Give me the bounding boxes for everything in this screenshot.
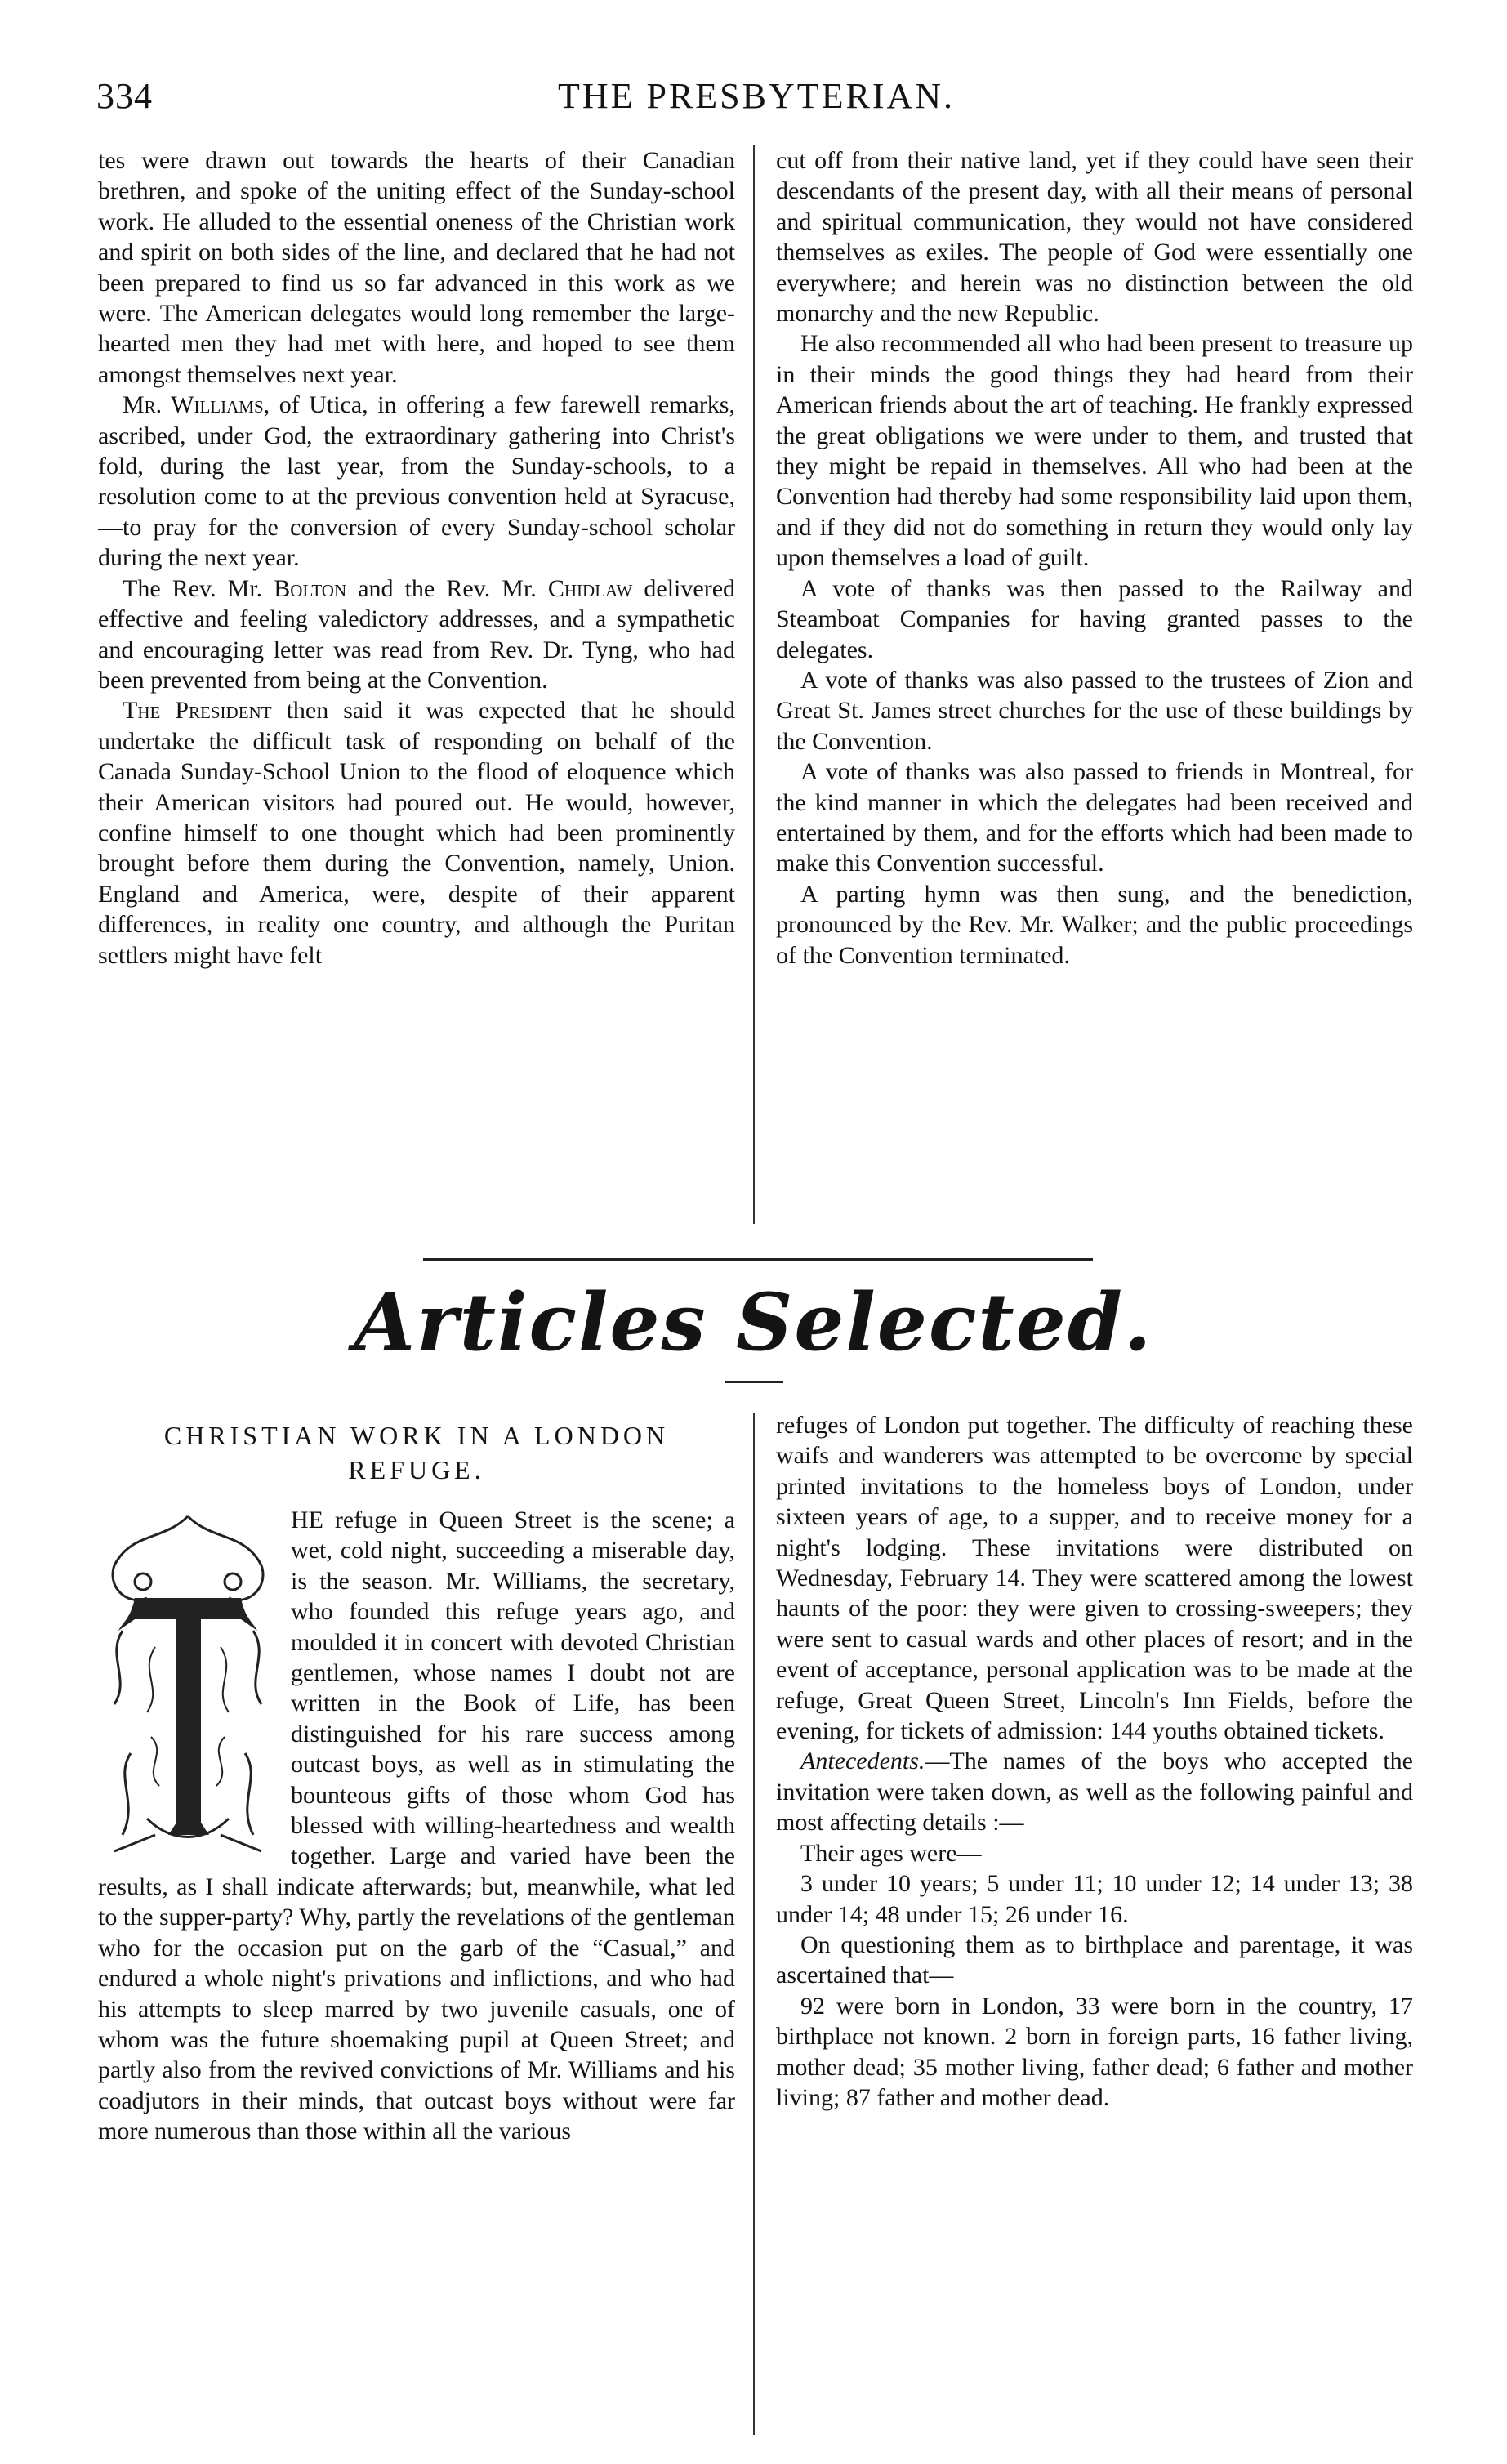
paragraph: A vote of thanks was also passed to friends in Montreal, for the kind manner in which the delegates had been received and entertained by them, and for the efforts which had been made to make this Convention successful. — [776, 758, 1413, 877]
paragraph: A parting hymn was then sung, and the benediction, pronounced by the Rev. Mr. Walker; and the public proceedings of the Convention terminated. — [776, 880, 1413, 969]
paragraph: 92 were born in London, 33 were born in the country, 17 birthplace not known. 2 born in foreign parts, 16 father living, mother dead; 35 mother living, father dead; 6 father and mother living; 87 father and mother dead. — [776, 1992, 1413, 2111]
paragraph-text: then said it was expected that he should undertake the difficult task of responding on behalf of the Canada Sunday-School Union to the flood of eloquence which their American visitors had poured out. He would, however, confine himself to one thought which had been prominently brought before them during the Convention, namely, Union. England and America, were, despite of their apparent differences, in reality one country, and although the Puritan settlers might have felt — [98, 697, 735, 969]
paragraph — [776, 1746, 1413, 1837]
paragraph-text: delivered effective and feeling valedictory addresses, and a sympathetic and encouraging letter was read from Rev. Dr. Tyng, who had been prevented from being at the Convention. — [98, 574, 735, 694]
paragraph-text: The Rev. Mr. — [123, 574, 274, 602]
section-title: Articles Selected. — [354, 1276, 1153, 1368]
speaker-name: Chidlaw — [547, 574, 633, 602]
paragraph: 3 under 10 years; 5 under 11; 10 under 12; 14 under 13; 38 under 14; 48 under 15; 26 under 16. — [776, 1870, 1413, 1928]
paragraph-text: of Utica, in offering a few farewell remarks, ascribed, under God, the extraordinary gathering into Christ's fold, during the last year, from the Sunday-schools, to a resolution come to at the previous convention held at Syracuse,—to pray for the conversion of every Sunday-school scholar during the next year. — [98, 391, 735, 572]
dropcap-ornament-icon — [98, 1508, 278, 1859]
paragraph — [98, 390, 735, 573]
ornamental-dropcap — [98, 1508, 278, 1859]
paragraph — [98, 695, 735, 971]
journal-title: THE PRESBYTERIAN. — [557, 76, 956, 116]
paragraph-text: —The names of the boys who accepted the invitation were taken down, as well as the following painful and most affecting details :— — [776, 1748, 1413, 1837]
paragraph: A vote of thanks was then passed to the Railway and Steamboat Companies for having granted passes to the delegates. — [776, 574, 1413, 663]
column-top-left — [98, 145, 735, 1232]
speaker-name: The President — [123, 697, 272, 725]
paragraph: tes were drawn out towards the hearts of their Canadian brethren, and spoke of the uniting effect of the Sunday-school work. He alluded to the essential oneness of the Christian work and spirit on both sides of the line, and declared that he had not been prepared to find us so far advanced in this work as we were. The American delegates would long remember the large-hearted men they had met with here, and hoped to see them amongst themselves next year. — [98, 147, 735, 388]
paragraph: On questioning them as to birthplace and parentage, it was ascertained that— — [776, 1931, 1413, 1989]
paragraph: A vote of thanks was also passed to the trustees of Zion and Great St. James street churches for the use of these buildings by the Convention. — [776, 666, 1413, 755]
page-header — [96, 75, 1416, 124]
section-divider — [423, 1258, 1093, 1261]
paragraph-text: and the Rev. Mr. — [346, 574, 548, 602]
speaker-name: Bolton — [274, 574, 347, 602]
column-divider — [753, 145, 755, 1224]
speaker-name: Mr. Williams, — [123, 391, 270, 419]
paragraph: He also recommended all who had been present to treasure up in their minds the good things they had heard from their American friends about the art of teaching. He frankly expressed the great obligations we were under to them, and trusted that they might be repaid in themselves. All who had been at the Convention had thereby had some responsibility laid upon them, and if they did not do something in return they would only lay upon themselves a load of guilt. — [776, 330, 1413, 572]
title-underline — [725, 1381, 783, 1383]
subheading: Antecedents. — [800, 1748, 925, 1775]
page-number: 334 — [96, 76, 153, 116]
paragraph: cut off from their native land, yet if they could have seen their descendants of the present day, with all their means of personal and spiritual communication, they would not have considered themselves as exiles. The people of God were essentially one everywhere; and herein was no distinction between the old monarchy and the new Republic. — [776, 147, 1413, 328]
column-bottom-right — [776, 1410, 1413, 2448]
paragraph: HE refuge in Queen Street is the scene; a wet, cold night, succeeding a miserable day, is the season. Mr. Williams, the secretary, who founded this refuge years ago, and moulded it in concert with devoted Christian gentlemen, whose names I doubt not are written in the Book of Life, has been distinguished for his rare success among outcast boys, as well as in stimulating the bounteous gifts of those whom God has blessed with willing-heartedness and wealth together. Large and varied have been the results, as I shall indicate afterwards; but, meanwhile, what led to the supper-party? Why, partly the revelations of the gentleman who for the occasion put on the garb of the “Casual,” and endured a whole night's privations and inflictions, and who had his attempts to sleep marred by two juvenile casuals, one of whom was the future shoemaking pupil at Queen Street; and partly also from the revived convictions of Mr. Williams and his coadjutors in their minds, that outcast boys without were far more numerous than those within all the various — [98, 1507, 735, 2145]
article-title: CHRISTIAN WORK IN A LONDON REFUGE. — [163, 1421, 670, 1484]
paragraph: refuges of London put together. The difficulty of reaching these waifs and wanderers was attempted to be overcome by special printed invitations to the homeless boys of London, under sixteen years of age, to a supper, and to receive money for a night's lodging. These invitations were distributed on Wednesday, February 14. They were scattered among the lowest haunts of the poor: they were given to crossing-sweepers; they were sent to casual wards and other places of resort; and in the event of acceptance, personal application was to be made at the refuge, Great Queen Street, Lincoln's Inn Fields, before the evening, for tickets of admission: 144 youths obtained tickets. — [776, 1412, 1413, 1745]
column-bottom-left — [98, 1410, 735, 2448]
column-divider — [753, 1413, 755, 2435]
paragraph — [98, 574, 735, 696]
column-top-right — [776, 145, 1413, 1232]
paragraph: Their ages were— — [800, 1839, 982, 1867]
